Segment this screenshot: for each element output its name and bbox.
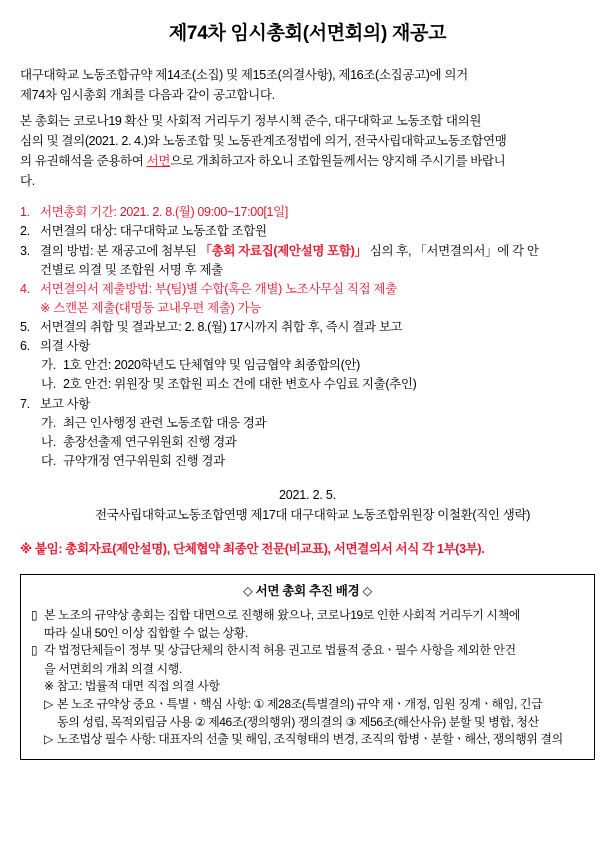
list-item xyxy=(20,222,595,240)
agenda-list xyxy=(20,203,595,470)
triangle-bullet-icon: ▷ xyxy=(44,732,53,747)
list-item-continuation xyxy=(20,261,595,279)
attachment-note: ※ 붙임: 총회자료(제안설명), 단체협약 최종안 전문(비교표), 서면결의서 서식 각 1부(3부). xyxy=(20,542,485,557)
item-text: 의결 사항 xyxy=(40,339,91,354)
triangle-bullet-icon: ▷ xyxy=(44,696,53,711)
item-note-text: ※ 스캔본 제출(대명동 교내우편 제출) 가능 xyxy=(40,300,261,315)
background-sub-line xyxy=(44,731,584,748)
background-line-continued: 따라 실내 50인 이상 집합할 수 없는 상황. xyxy=(44,625,248,640)
item-text-highlight: 「총회 자료집(제안설명 포함)」 xyxy=(199,243,367,258)
square-bullet-icon: ▯ xyxy=(31,607,38,622)
intro-line-5-pre: 의 유권해석을 준용하여 xyxy=(20,154,147,169)
item-number: 6. xyxy=(20,339,30,354)
page-title: 제74차 임시총회(서면회의) 재공고 xyxy=(168,23,447,44)
list-item-note xyxy=(20,299,595,317)
intro-line-3: 본 총회는 코로나19 확산 및 사회적 거리두기 정부시책 준수, 대구대학교 노동조합 대의원 xyxy=(20,113,482,128)
item-text xyxy=(40,242,595,260)
sub-list-item xyxy=(41,356,595,374)
intro-line-4: 심의 및 결의(2021. 2. 4.)와 노동조합 및 노동관계조정법에 의거, 전국사립대학교노동조합연맹 xyxy=(20,133,507,148)
intro-line-2: 제74차 임시총회 개최를 다음과 같이 공고합니다. xyxy=(20,87,275,102)
item-text-mid: 심의 후, 「서면결의서」에 각 안 xyxy=(366,243,539,258)
square-bullet-icon: ▯ xyxy=(31,643,38,658)
sub-list xyxy=(41,414,595,470)
item-number: 2. xyxy=(20,224,30,239)
background-line-text: 각 법정단체들이 정부 및 상급단체의 한시적 허용 권고로 법률적 중요ㆍ필수 사항을 제외한 안건 xyxy=(44,643,516,658)
item-text-continued: 건별로 의결 및 조합원 서명 후 제출 xyxy=(40,262,223,277)
background-line xyxy=(31,607,584,624)
item-text: 서면결의 대상: 대구대학교 노동조합 조합원 xyxy=(40,224,267,239)
item-text: 서면결의서 제출방법: 부(팀)별 수합(혹은 개별) 노조사무실 직접 제출 xyxy=(40,281,397,296)
intro-paragraph-1 xyxy=(20,66,595,104)
background-sub-continued: 동의 성립, 목적외립금 사용 ② 제46조(쟁의행위) 쟁의결의 ③ 제56조(해산사유) 분할 및 병합, 청산 xyxy=(57,714,539,729)
background-sub-text: 본 노조 규약상 중요ㆍ특별ㆍ핵심 사항: ① 제28조(특별결의) 규약 재ㆍ개정, 임원 징계ㆍ해임, 긴급 xyxy=(57,696,543,711)
written-meeting-link[interactable]: 서면 xyxy=(146,154,171,169)
sub-list-item xyxy=(41,375,595,393)
item-text: 서면결의 취합 및 결과보고: 2. 8.(월) 17시까지 취합 후, 즉시 결과 보고 xyxy=(40,320,403,335)
item-number: 7. xyxy=(20,396,30,411)
issuing-organization: 전국사립대학교노동조합연맹 제17대 대구대학교 노동조합위원장 이철환(직인 생략) xyxy=(94,508,531,523)
item-number: 3. xyxy=(20,243,30,258)
spacer xyxy=(20,192,595,203)
sub-list xyxy=(41,356,595,393)
sub-item-text: 총장선출제 연구위원회 진행 경과 xyxy=(63,434,237,449)
sub-item-number: 가. xyxy=(41,358,56,373)
sub-item-number: 가. xyxy=(41,415,56,430)
item-number: 1. xyxy=(20,205,30,220)
item-text: 서면총회 기간: 2021. 2. 8.(월) 09:00~17:00[1일] xyxy=(40,205,289,220)
item-number: 4. xyxy=(20,281,30,296)
list-item xyxy=(20,318,595,336)
background-line-text: 본 노조의 규약상 총회는 집합 대면으로 진행해 왔으나, 코로나19로 인한 사회적 거리두기 시책에 xyxy=(44,607,520,622)
item-text: 보고 사항 xyxy=(40,396,91,411)
list-item xyxy=(20,203,595,221)
sub-list-group xyxy=(20,356,595,393)
sub-list-item xyxy=(41,414,595,432)
sub-list-item xyxy=(41,433,595,451)
sub-list-group xyxy=(20,414,595,470)
intro-line-5-post: 으로 개최하고자 하오니 조합원들께서는 양지해 주시기를 바랍니 xyxy=(170,154,506,169)
background-reference-note: ※ 참고: 법률적 대면 직접 의결 사항 xyxy=(44,679,220,694)
background-box-title: ◇ 서면 총회 추진 배경 ◇ xyxy=(243,584,372,599)
sub-item-number: 나. xyxy=(41,434,56,449)
item-text-pre: 결의 방법: 본 재공고에 첨부된 xyxy=(40,243,200,258)
sub-item-text: 2호 안건: 위원장 및 조합원 피소 건에 대한 변호사 수임료 지출(추인) xyxy=(63,377,417,392)
background-box xyxy=(20,574,595,759)
sub-item-number: 다. xyxy=(41,453,56,468)
item-number: 5. xyxy=(20,320,30,335)
sub-list-item xyxy=(41,452,595,470)
intro-line-6: 다. xyxy=(20,174,35,189)
list-item xyxy=(20,395,595,413)
background-line-continued: 을 서면회의 개최 의결 시행. xyxy=(44,661,182,676)
intro-line-5 xyxy=(20,152,595,170)
sub-item-text: 1호 안건: 2020학년도 단체협약 및 임금협약 최종합의(안) xyxy=(63,358,360,373)
list-item xyxy=(20,242,595,260)
background-sub-text: 노조법상 필수 사항: 대표자의 선출 및 해임, 조직형태의 변경, 조직의 합병ㆍ분할ㆍ해산, 쟁의행위 결의 xyxy=(57,732,563,747)
list-item xyxy=(20,337,595,355)
background-sub-group xyxy=(44,696,584,749)
background-sub-line xyxy=(44,696,584,713)
sub-item-text: 최근 인사행정 관련 노동조합 대응 경과 xyxy=(63,415,267,430)
background-line xyxy=(31,642,584,659)
sub-item-text: 규약개정 연구위원회 진행 경과 xyxy=(63,453,225,468)
sub-item-number: 나. xyxy=(41,377,56,392)
list-item xyxy=(20,280,595,298)
issue-date: 2021. 2. 5. xyxy=(279,488,336,503)
intro-line-1: 대구대학교 노동조합규약 제14조(소집) 및 제15조(의결사항), 제16조(소집공고)에 의거 xyxy=(20,67,468,82)
intro-paragraph-2 xyxy=(20,112,595,191)
